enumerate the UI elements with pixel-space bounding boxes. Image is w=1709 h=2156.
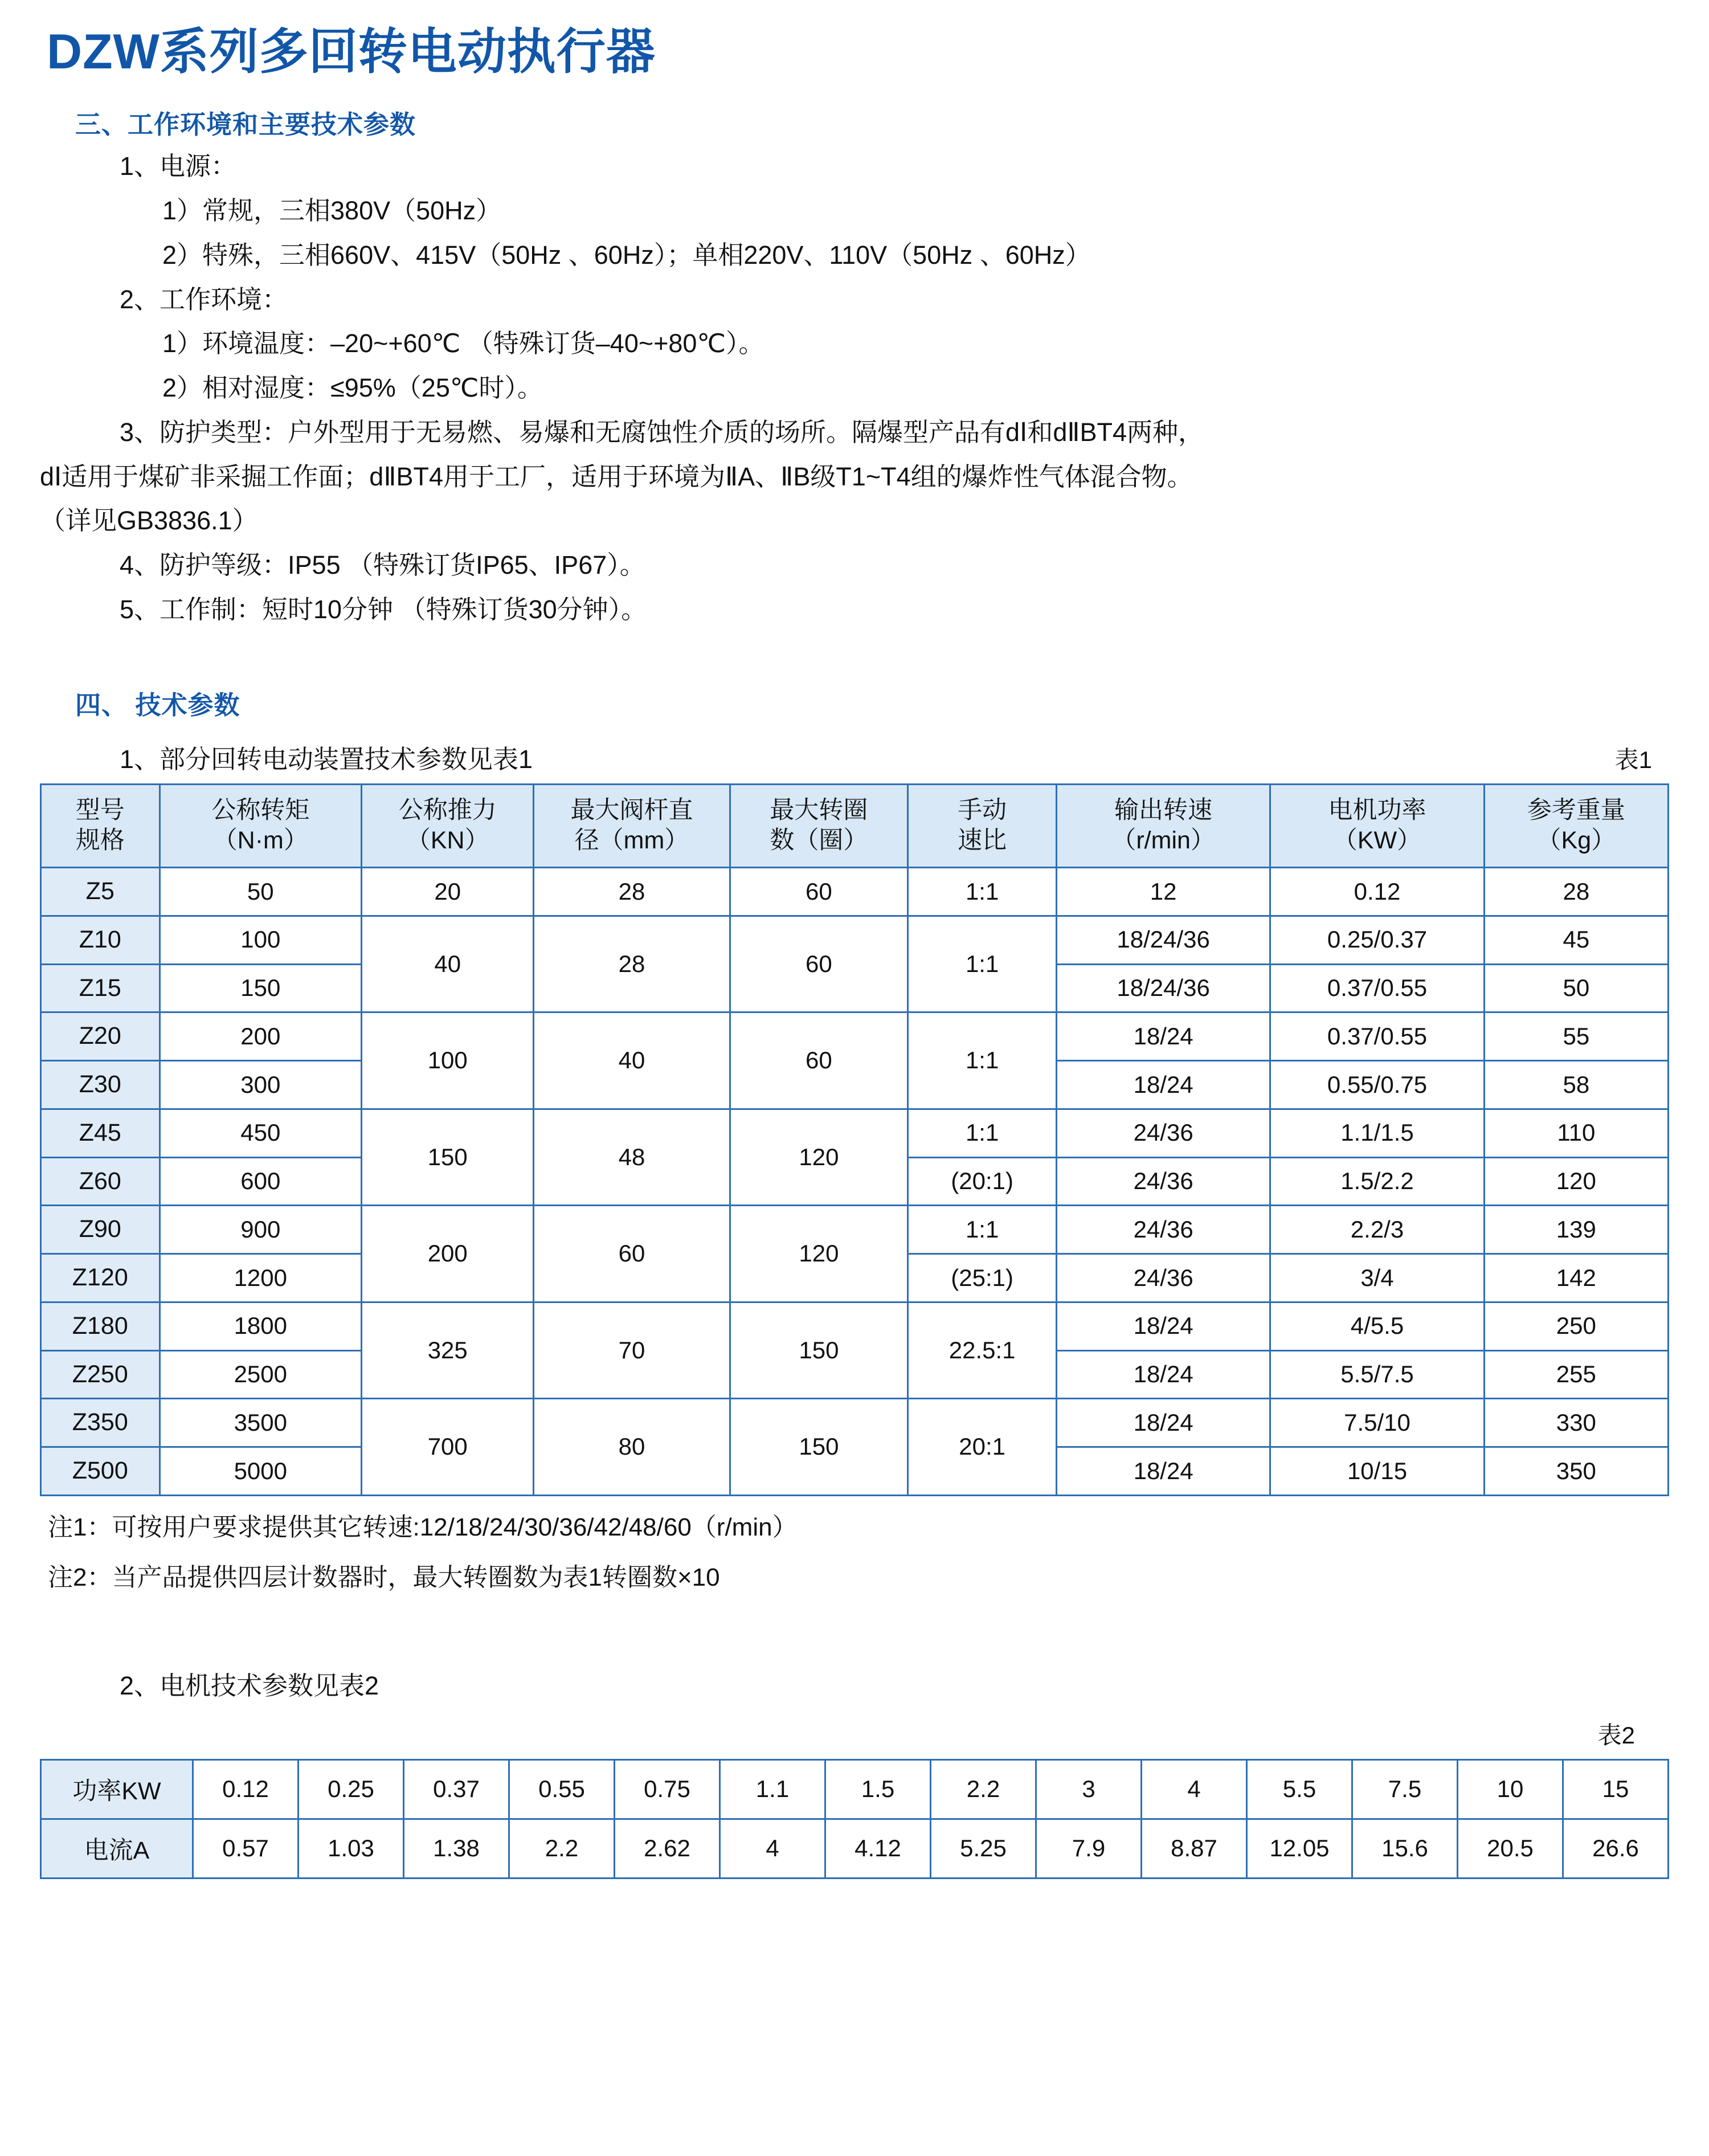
motor-current-cell: 1.38 — [404, 1819, 509, 1878]
cell-power: 2.2/3 — [1270, 1206, 1484, 1254]
motor-power-cell: 7.5 — [1352, 1759, 1458, 1819]
cell-ratio: (20:1) — [908, 1157, 1057, 1206]
cell-thrust: 150 — [362, 1109, 534, 1206]
th-motor-power: 电机功率 （KW） — [1270, 784, 1484, 868]
motor-current-cell: 12.05 — [1247, 1819, 1352, 1878]
cell-stem: 80 — [534, 1399, 730, 1496]
cell-thrust: 40 — [362, 916, 534, 1012]
paragraph-humidity: 2）相对湿度：≤95%（25℃时）。 — [162, 373, 543, 403]
cell-torque: 200 — [160, 1012, 362, 1061]
table1-note-1: 注1：可按用户要求提供其它转速:12/18/24/30/36/42/48/60（r/min） — [48, 1513, 798, 1541]
motor-current-cell: 2.62 — [615, 1819, 720, 1878]
cell-speed: 18/24 — [1056, 1399, 1270, 1447]
th-torque: 公称转矩 （N·m） — [160, 784, 362, 868]
cell-thrust: 700 — [362, 1399, 534, 1496]
cell-thrust: 200 — [362, 1206, 534, 1302]
cell-power: 3/4 — [1270, 1254, 1484, 1302]
cell-ratio: 22.5:1 — [908, 1302, 1057, 1399]
cell-speed: 18/24 — [1056, 1447, 1270, 1496]
motor-power-cell: 5.5 — [1247, 1759, 1352, 1819]
table-row — [41, 1302, 1669, 1350]
motor-current-cell: 4 — [720, 1819, 825, 1878]
table-row — [41, 1399, 1669, 1447]
paragraph-duty-cycle: 5、工作制：短时10分钟 （特殊订货30分钟）。 — [120, 594, 647, 624]
cell-turns: 120 — [730, 1206, 908, 1302]
table2-number: 表2 — [1597, 1721, 1635, 1749]
cell-ratio: 1:1 — [908, 1206, 1057, 1254]
motor-power-cell: 3 — [1036, 1759, 1142, 1819]
motor-power-cell: 15 — [1563, 1759, 1669, 1819]
cell-model: Z5 — [41, 868, 160, 916]
motor-power-cell: 1.5 — [825, 1759, 931, 1819]
table-row — [41, 916, 1669, 964]
motor-current-cell: 1.03 — [299, 1819, 404, 1878]
motor-power-cell: 1.1 — [720, 1759, 825, 1819]
motor-current-cell: 7.9 — [1036, 1819, 1142, 1878]
th-model: 型号 规格 — [41, 784, 160, 868]
motor-power-cell: 0.75 — [615, 1759, 720, 1819]
motor-current-cell: 4.12 — [825, 1819, 931, 1878]
cell-torque: 1800 — [160, 1302, 362, 1350]
motor-row-label-current: 电流A — [41, 1819, 193, 1878]
cell-thrust: 20 — [362, 868, 534, 916]
table1-number: 表1 — [1614, 746, 1652, 773]
cell-torque: 150 — [160, 964, 362, 1012]
cell-model: Z30 — [41, 1061, 160, 1109]
paragraph-power-special: 2）特殊，三相660V、415V（50Hz 、60Hz）；单相220V、110V（50Hz 、60Hz） — [162, 240, 1091, 270]
table1-note-2: 注2：当产品提供四层计数器时，最大转圈数为表1转圈数×10 — [48, 1563, 720, 1591]
cell-speed: 18/24 — [1056, 1302, 1270, 1350]
cell-torque: 300 — [160, 1061, 362, 1109]
cell-turns: 120 — [730, 1109, 908, 1206]
motor-row-label-power: 功率KW — [41, 1759, 193, 1819]
cell-ratio: 1:1 — [908, 1012, 1057, 1109]
cell-weight: 250 — [1484, 1302, 1668, 1350]
motor-current-row — [41, 1819, 1669, 1878]
cell-power: 5.5/7.5 — [1270, 1350, 1484, 1399]
table-row — [41, 1206, 1669, 1254]
cell-torque: 2500 — [160, 1350, 362, 1399]
cell-ratio: 1:1 — [908, 868, 1057, 916]
motor-power-cell: 0.37 — [404, 1759, 509, 1819]
table-row — [41, 1109, 1669, 1157]
motor-power-cell: 0.12 — [193, 1759, 299, 1819]
cell-power: 4/5.5 — [1270, 1302, 1484, 1350]
cell-power: 0.37/0.55 — [1270, 964, 1484, 1012]
th-manual-ratio: 手动 速比 — [908, 784, 1057, 868]
motor-power-cell: 10 — [1458, 1759, 1563, 1819]
table-row — [41, 1012, 1669, 1061]
cell-turns: 150 — [730, 1302, 908, 1399]
cell-thrust: 325 — [362, 1302, 534, 1399]
cell-speed: 24/36 — [1056, 1206, 1270, 1254]
cell-torque: 3500 — [160, 1399, 362, 1447]
cell-speed: 12 — [1056, 868, 1270, 916]
motor-power-cell: 0.25 — [299, 1759, 404, 1819]
cell-model: Z180 — [41, 1302, 160, 1350]
cell-speed: 24/36 — [1056, 1254, 1270, 1302]
th-output-speed: 输出转速 （r/min） — [1056, 784, 1270, 868]
table2-caption: 2、电机技术参数见表2 — [120, 1671, 379, 1700]
cell-turns: 60 — [730, 1012, 908, 1109]
motor-power-row — [41, 1759, 1669, 1819]
cell-speed: 18/24 — [1056, 1350, 1270, 1399]
cell-model: Z350 — [41, 1399, 160, 1447]
section-heading-3: 三、工作环境和主要技术参数 — [75, 110, 416, 140]
table1-caption: 1、部分回转电动装置技术参数见表1 — [120, 744, 533, 774]
cell-power: 0.12 — [1270, 868, 1484, 916]
cell-weight: 120 — [1484, 1157, 1668, 1206]
motor-current-cell: 8.87 — [1142, 1819, 1247, 1878]
cell-stem: 70 — [534, 1302, 730, 1399]
th-stem-diameter: 最大阀杆直 径（mm） — [534, 784, 730, 868]
cell-torque: 5000 — [160, 1447, 362, 1496]
motor-current-cell: 26.6 — [1563, 1819, 1669, 1878]
page-title: DZW系列多回转电动执行器 — [47, 24, 656, 79]
cell-torque: 50 — [160, 868, 362, 916]
cell-model: Z90 — [41, 1206, 160, 1254]
cell-power: 0.55/0.75 — [1270, 1061, 1484, 1109]
motor-current-cell: 15.6 — [1352, 1819, 1458, 1878]
cell-torque: 900 — [160, 1206, 362, 1254]
table1-caption-row — [40, 738, 1669, 775]
cell-thrust: 100 — [362, 1012, 534, 1109]
cell-weight: 350 — [1484, 1447, 1668, 1496]
spec-table — [40, 783, 1669, 1496]
cell-turns: 150 — [730, 1399, 908, 1496]
cell-speed: 24/36 — [1056, 1109, 1270, 1157]
cell-torque: 450 — [160, 1109, 362, 1157]
cell-stem: 28 — [534, 916, 730, 1012]
cell-weight: 142 — [1484, 1254, 1668, 1302]
cell-model: Z45 — [41, 1109, 160, 1157]
th-max-turns: 最大转圈 数（圈） — [730, 784, 908, 868]
th-weight: 参考重量 （Kg） — [1484, 784, 1668, 868]
cell-model: Z15 — [41, 964, 160, 1012]
cell-power: 7.5/10 — [1270, 1399, 1484, 1447]
cell-weight: 330 — [1484, 1399, 1668, 1447]
cell-turns: 60 — [730, 916, 908, 1012]
cell-weight: 50 — [1484, 964, 1668, 1012]
cell-torque: 1200 — [160, 1254, 362, 1302]
cell-ratio: 1:1 — [908, 1109, 1057, 1157]
cell-speed: 18/24/36 — [1056, 916, 1270, 964]
paragraph-protection-grade: 4、防护等级：IP55 （特殊订货IP65、IP67）。 — [120, 550, 645, 580]
paragraph-protection-type-line2: dⅠ适用于煤矿非采掘工作面；dⅡBT4用于工厂，适用于环境为ⅡA、ⅡB级T1~T4组的爆炸性气体混合物。 — [40, 462, 1193, 491]
paragraph-environment: 2、工作环境： — [120, 284, 288, 314]
cell-stem: 48 — [534, 1109, 730, 1206]
cell-stem: 40 — [534, 1012, 730, 1109]
cell-weight: 45 — [1484, 916, 1668, 964]
motor-current-cell: 2.2 — [509, 1819, 615, 1878]
cell-torque: 600 — [160, 1157, 362, 1206]
paragraph-protection-type-line3: （详见GB3836.1） — [40, 506, 258, 536]
cell-model: Z10 — [41, 916, 160, 964]
cell-weight: 28 — [1484, 868, 1668, 916]
cell-ratio: (25:1) — [908, 1254, 1057, 1302]
paragraph-protection-type-line1: 3、防护类型：户外型用于无易燃、易爆和无腐蚀性介质的场所。隔爆型产品有dⅠ和dⅡBT4两种， — [120, 417, 1204, 447]
cell-speed: 18/24 — [1056, 1061, 1270, 1109]
cell-weight: 55 — [1484, 1012, 1668, 1061]
cell-ratio: 20:1 — [908, 1399, 1057, 1496]
cell-turns: 60 — [730, 868, 908, 916]
cell-model: Z60 — [41, 1157, 160, 1206]
cell-model: Z250 — [41, 1350, 160, 1399]
paragraph-power-standard: 1）常规，三相380V（50Hz） — [162, 196, 502, 226]
motor-power-cell: 4 — [1142, 1759, 1247, 1819]
motor-current-cell: 5.25 — [931, 1819, 1036, 1878]
cell-power: 1.1/1.5 — [1270, 1109, 1484, 1157]
table-row — [41, 868, 1669, 916]
cell-speed: 24/36 — [1056, 1157, 1270, 1206]
cell-power: 10/15 — [1270, 1447, 1484, 1496]
motor-current-cell: 20.5 — [1458, 1819, 1563, 1878]
paragraph-power-source: 1、电源： — [120, 152, 237, 181]
cell-speed: 18/24/36 — [1056, 964, 1270, 1012]
cell-stem: 28 — [534, 868, 730, 916]
th-thrust: 公称推力 （KN） — [362, 784, 534, 868]
motor-power-cell: 0.55 — [509, 1759, 615, 1819]
table-header-row — [41, 784, 1669, 868]
motor-current-cell: 0.57 — [193, 1819, 299, 1878]
section-heading-4: 四、 技术参数 — [75, 690, 240, 720]
motor-table — [40, 1759, 1669, 1879]
cell-weight: 139 — [1484, 1206, 1668, 1254]
cell-weight: 255 — [1484, 1350, 1668, 1399]
cell-power: 0.37/0.55 — [1270, 1012, 1484, 1061]
cell-model: Z20 — [41, 1012, 160, 1061]
cell-torque: 100 — [160, 916, 362, 964]
cell-model: Z120 — [41, 1254, 160, 1302]
cell-weight: 58 — [1484, 1061, 1668, 1109]
cell-model: Z500 — [41, 1447, 160, 1496]
cell-power: 0.25/0.37 — [1270, 916, 1484, 964]
paragraph-temperature: 1）环境温度：–20~+60℃ （特殊订货–40~+80℃）。 — [162, 329, 764, 358]
cell-weight: 110 — [1484, 1109, 1668, 1157]
cell-speed: 18/24 — [1056, 1012, 1270, 1061]
cell-stem: 60 — [534, 1206, 730, 1302]
motor-power-cell: 2.2 — [931, 1759, 1036, 1819]
cell-ratio: 1:1 — [908, 916, 1057, 1012]
cell-power: 1.5/2.2 — [1270, 1157, 1484, 1206]
